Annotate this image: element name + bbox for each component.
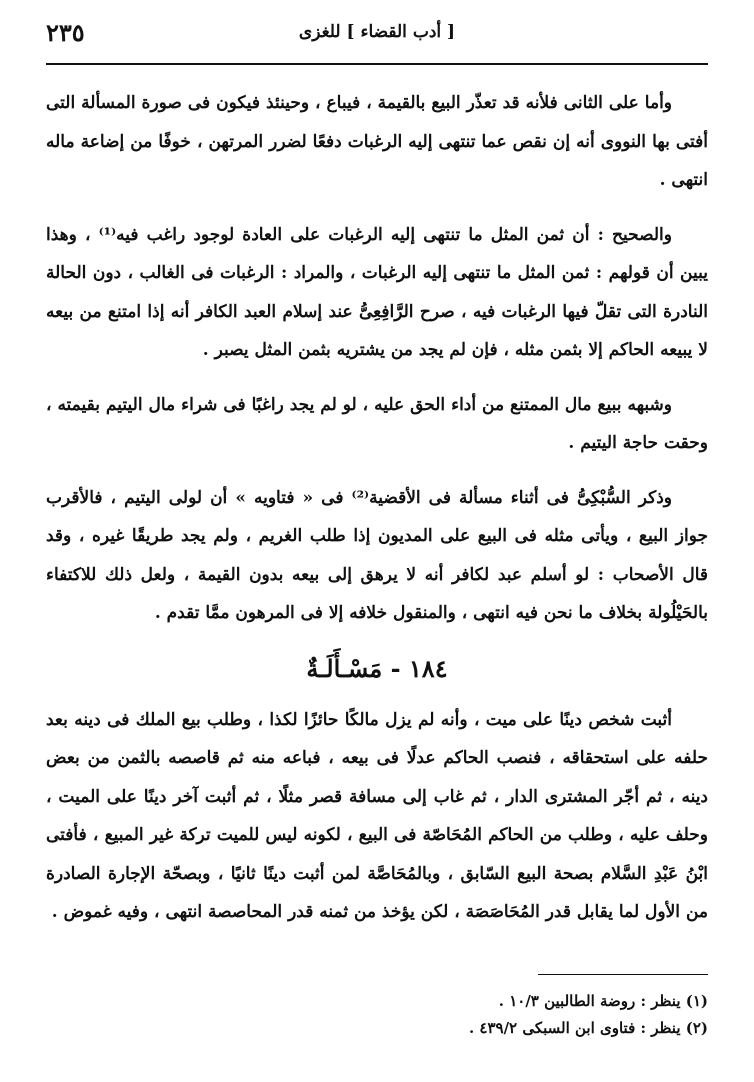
page-number: ٢٣٥ — [46, 18, 85, 47]
body-text — [46, 84, 708, 948]
header-rule — [46, 63, 708, 65]
footnote-rule — [538, 974, 708, 975]
section-heading: ١٨٤ - مَسْـأَلَـةٌ — [306, 653, 448, 683]
footnote-1: (١) ينظر : روضة الطالبين ١٠/٣ . — [498, 992, 708, 1010]
paragraph-3: وشبهه ببيع مال الممتنع من أداء الحق عليه ، لو لم يجد راغبًا فى شراء مال اليتيم بقيمته ، وحقت حاجة اليتيم . — [46, 394, 708, 453]
paragraph-2: والصحيح : أن ثمن المثل ما تنتهى إليه الرغبات على العادة لوجود راغب فيه⁽¹⁾ ، وهذا يبين أن قولهم : ثمن المثل ما تنتهى إليه الرغبات ، والمراد : الرغبات فى الغالب ، دون الحالة النادرة التى تقلّ فيها الرغبات فيه ، صرح الرَّافِعِىُّ عند إسلام العبد الكافر أنه إذا امتنع من بيعه لا يبيعه الحاكم إلا بثمن مثله ، فإن لم يجد من يشتريه بثمن المثل يصبر . — [46, 224, 708, 360]
section-paragraph: أثبت شخص دينًا على ميت ، وأنه لم يزل مالكًا حائزًا لكذا ، وطلب بيع الملك فى دينه بعد حلفه على استحقاقه ، فنصب الحاكم عدلًا فى بيعه ، فباعه منه ثم قاصصه بالثمن من بعض دينه ، ثم أجّر المشترى الدار ، ثم غاب إلى مسافة قصر مثلًا ، ثم أثبت آخر دينًا على الميت ، وحلف عليه ، وطلب من الحاكم المُحَاصّة فى البيع ، لكونه ليس للميت تركة غير المبيع ، فأفتى ابْنُ عَبْدِ السَّلام بصحة البيع السّابق ، وبالمُحَاصَّة لمن أثبت دينًا ثانيًا ، وبصحّة الإجارة الصادرة من الأول لما يقابل قدر المُحَاصَصَة ، لكن يؤخذ من ثمنه قدر المحاصصة انتهى ، وفيه غموض . — [46, 709, 708, 922]
paragraph-1: وأما على الثانى فلأنه قد تعذّر البيع بالقيمة ، فيباع ، وحينئذ فيكون فى صورة المسألة التى أفتى بها النووى أنه إن نقص عما تنتهى إليه الرغبات دفعًا لضرر المرتهن ، خوفًا من إضاعة ماله انتهى . — [46, 93, 708, 190]
paragraph-4: وذكر السُّبْكِىُّ فى أثناء مسألة فى الأقضية⁽²⁾ فى « فتاويه » أن لولى اليتيم ، فالأقرب جواز البيع ، ويأتى مثله فى البيع على المديون إذا طلب الغريم ، ولم يجد طريقًا غيره ، وقد قال الأصحاب : لو أسلم عبد لكافر أنه لا يرهق إلى بيعه بدون القيمة ، ولعل ذلك للاكتفاء بالحَيْلُولة بخلاف ما نحن فيه انتهى ، والمنقول خلافه إلا فى المرهون ممَّا تقدم . — [46, 487, 708, 623]
page-header — [46, 18, 708, 52]
footnotes — [46, 988, 708, 1042]
footnote-2: (٢) ينظر : فتاوى ابن السبكى ٤٣٩/٢ . — [468, 1019, 708, 1037]
running-title: [ أدب القضاء ] للغزى — [298, 22, 456, 42]
